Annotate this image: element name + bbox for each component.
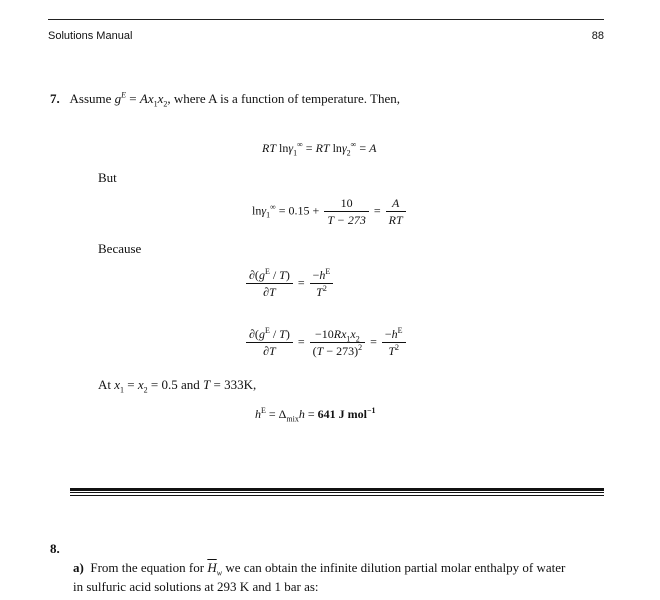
equation-3: $\frac{\partial(g^E / T)}{\partial T}$ = $\frac{-h^E}{T^2}$: [244, 268, 335, 299]
section-separator-thin: [70, 492, 604, 493]
problem-7-intro-rest: , where A is a function of temperature. Then,: [167, 91, 400, 106]
section-separator-thin-2: [70, 495, 604, 496]
because-label: Because: [98, 241, 142, 256]
problem-8-line-1: a) From the equation for $\overline{H}_w$ we can obtain the infinite dilution partial molar enthalpy of water: [73, 560, 566, 578]
condition-line: At $x_1 = x_2 = 0.5$ and T = 333K,: [98, 377, 257, 395]
result-equation: $h^E = \Delta_{mix}h = 641$ J mol$^{-1}$: [255, 406, 376, 424]
equation-4: $\frac{\partial(g^E / T)}{\partial T}$ = $\frac{-10Rx_1x_2}{(T - 273)^2}$ = $\frac{-h^E}{T^2}$: [244, 327, 408, 358]
but-label: But: [98, 170, 117, 185]
header-title: Solutions Manual: [48, 30, 133, 42]
section-separator: [70, 488, 604, 491]
problem-7-number: 7.: [50, 91, 60, 106]
page-number: 88: [591, 30, 604, 42]
problem-8-number: 8.: [50, 541, 60, 556]
problem-8-line-2: in sulfuric acid solutions at 293 K and 1 bar as:: [73, 579, 319, 594]
equation-2: lnγ$_1$∞ = 0.15 + $\frac{10}{T - 273}$ = $\frac{A}{RT}$: [252, 196, 408, 227]
problem-7-line: 7. Assume $g^E = Ax_1x_2$, where A is a function of temperature. Then,: [50, 90, 400, 109]
header-rule: [48, 19, 604, 20]
equation-1: RT lnγ$_1$∞ = RT lnγ$_2$∞ = A: [262, 140, 377, 158]
problem-7-intro: Assume: [69, 91, 112, 106]
result-value: 641 J mol: [317, 407, 367, 421]
